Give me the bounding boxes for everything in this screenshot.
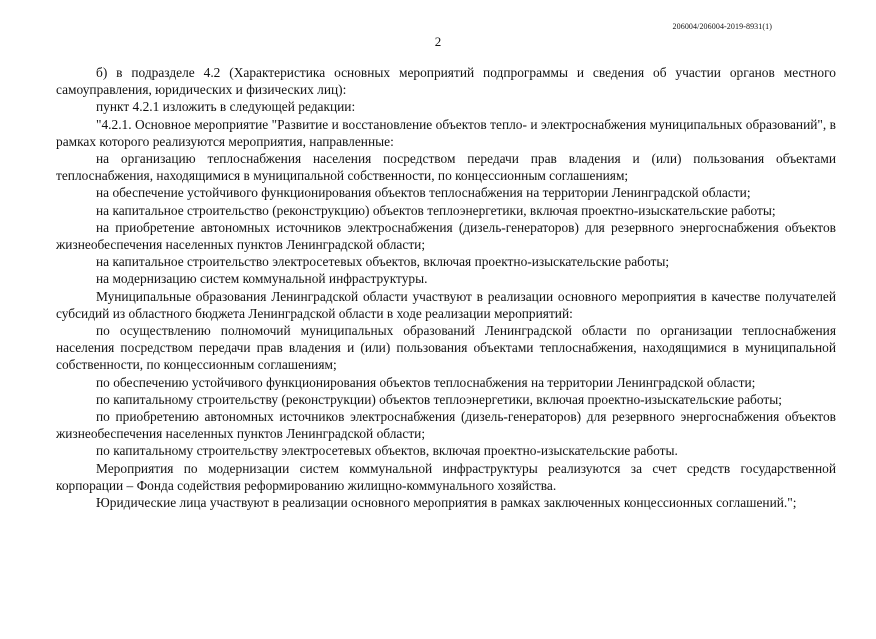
paragraph-list-item: на организацию теплоснабжения населения посредством передачи прав владения и (или) пользования объектами теплоснабжения, находящимися в муниципальной собственности, по концессионным соглашениям;: [56, 151, 836, 184]
paragraph-main-activity: "4.2.1. Основное мероприятие "Развитие и восстановление объектов тепло- и электроснабжения муниципальных образований", в рамках которого реализуются мероприятия, направленные:: [56, 116, 836, 149]
paragraph-list-item: по капитальному строительству (реконструкции) объектов теплоэнергетики, включая проектно-изыскательские работы;: [96, 391, 782, 407]
paragraph-list-item: по капитальному строительству электросетевых объектов, включая проектно-изыскательские работы.: [96, 443, 678, 459]
paragraph-subsection-4-2: б) в подразделе 4.2 (Характеристика основных мероприятий подпрограммы и сведения об участии органов местного самоуправления, юридических и физических лиц):: [56, 65, 836, 98]
page-number: 2: [434, 34, 442, 49]
paragraph-list-item: на модернизацию систем коммунальной инфраструктуры.: [96, 271, 428, 287]
paragraph-list-item: на капитальное строительство электросетевых объектов, включая проектно-изыскательские работы;: [96, 254, 670, 270]
paragraph-legal-entities: Юридические лица участвуют в реализации основного мероприятия в рамках заключенных концессионных соглашений.";: [96, 495, 797, 511]
paragraph-modernization-fund: Мероприятия по модернизации систем коммунальной инфраструктуры реализуются за счет средств государственной корпорации – Фонда содействия реформированию жилищно-коммунального хозяйства.: [56, 460, 836, 493]
document-id: 206004/206004-2019-8931(1): [672, 22, 772, 31]
paragraph-list-item: по обеспечению устойчивого функционирования объектов теплоснабжения на территории Ленинградской области;: [96, 374, 756, 390]
paragraph-list-item: на капитальное строительство (реконструкцию) объектов теплоэнергетики, включая проектно-изыскательские работы;: [96, 202, 776, 218]
document-body: [56, 64, 836, 511]
paragraph-list-item: на обеспечение устойчивого функционирования объектов теплоснабжения на территории Ленинградской области;: [96, 185, 751, 201]
paragraph-municipalities: Муниципальные образования Ленинградской области участвуют в реализации основного мероприятия в качестве получателей субсидий из областного бюджета Ленинградской области в ходе реализации мероприятий:: [56, 288, 836, 321]
paragraph-list-item: на приобретение автономных источников электроснабжения (дизель-генераторов) для резервного энергоснабжения объектов жизнеобеспечения населенных пунктов Ленинградской области;: [56, 219, 836, 253]
paragraph-list-item: по приобретению автономных источников электроснабжения (дизель-генераторов) для резервного энергоснабжения объектов жизнеобеспечения населенных пунктов Ленинградской области;: [56, 409, 836, 442]
paragraph-item-4-2-1-intro: пункт 4.2.1 изложить в следующей редакции:: [96, 99, 356, 115]
paragraph-list-item: по осуществлению полномочий муниципальных образований Ленинградской области по организации теплоснабжения населения посредством передачи прав владения и (или) пользования объектами теплоснабжения, находящимися в муниципальной собственности, по концессионным соглашениям;: [56, 323, 836, 373]
